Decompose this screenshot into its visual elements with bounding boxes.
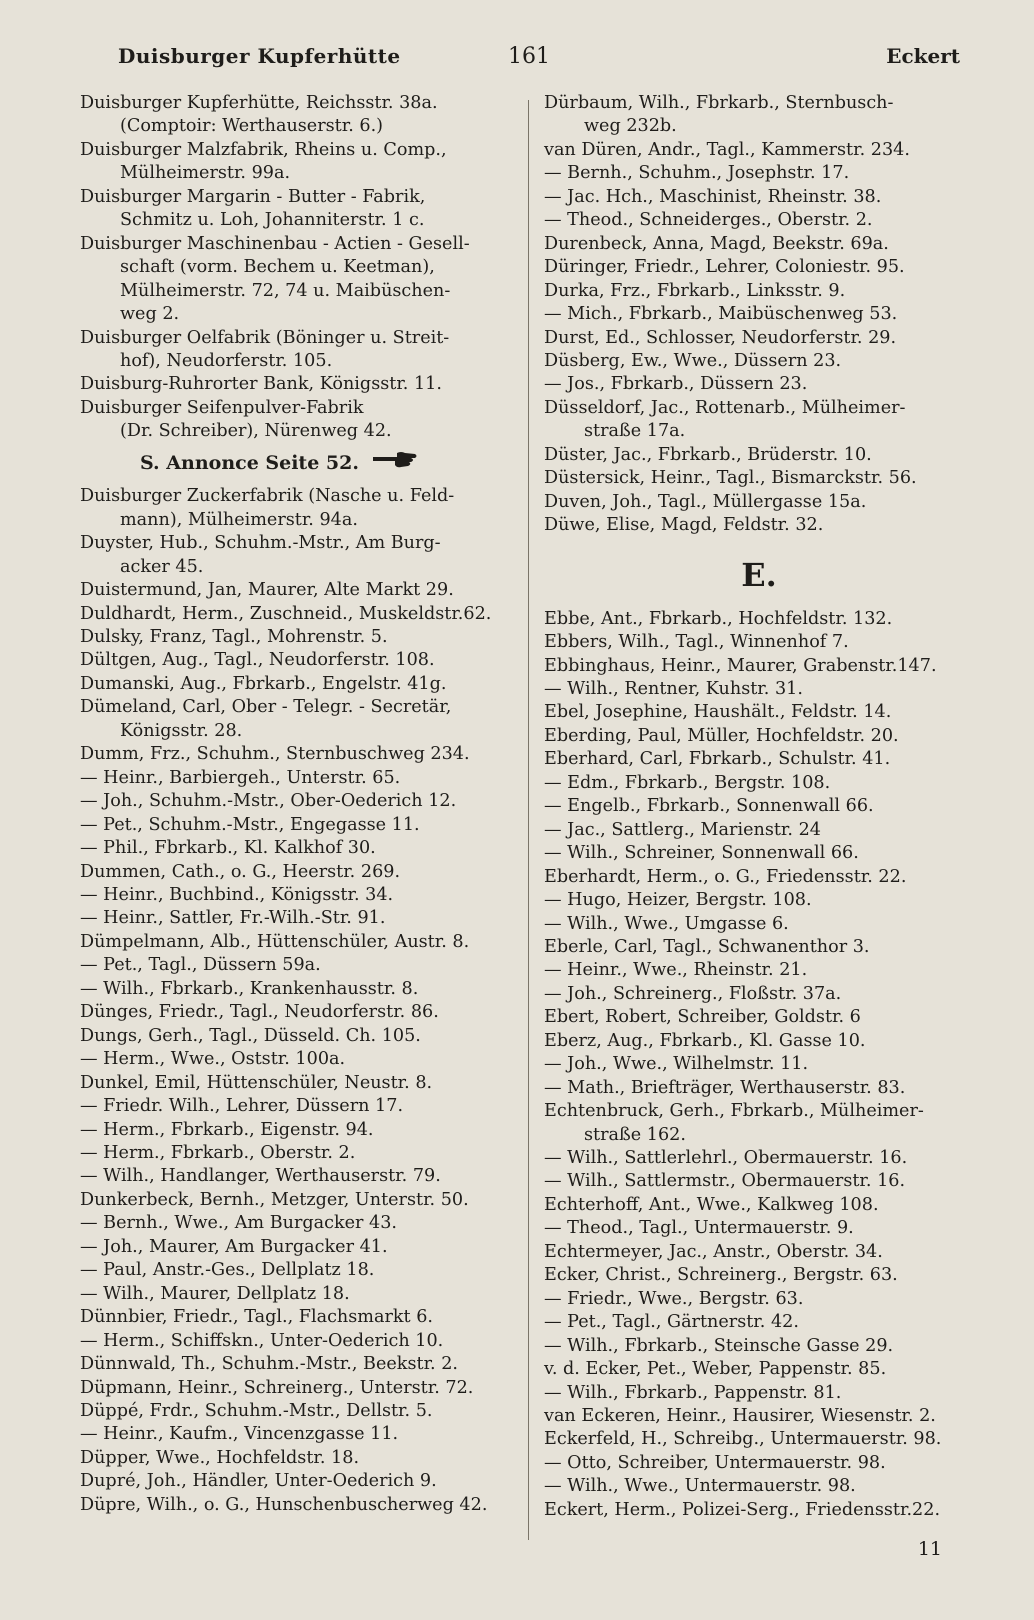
directory-entry	[544, 678, 974, 701]
directory-entry	[544, 1405, 974, 1428]
entry-line: — Heinr., Sattler, Fr.-Wilh.-Str. 91.	[80, 908, 386, 929]
directory-entry	[544, 608, 974, 631]
directory-entry	[544, 92, 974, 139]
directory-entry	[544, 725, 974, 748]
entry-line: (Dr. Schreiber), Nürenweg 42.	[120, 421, 392, 442]
directory-entry	[80, 397, 516, 444]
entry-line: Ebel, Josephine, Haushält., Feldstr. 14.	[544, 702, 892, 723]
entry-line: Eberz, Aug., Fbrkarb., Kl. Gasse 10.	[544, 1030, 866, 1051]
directory-entry	[80, 767, 516, 790]
entry-line: — Pet., Tagl., Düssern 59a.	[80, 955, 321, 976]
entry-line: straße 17a.	[584, 421, 686, 442]
entry-line: van Eckeren, Heinr., Hausirer, Wiesenstr. 2.	[544, 1406, 936, 1427]
directory-entry	[80, 790, 516, 813]
entry-line: Echtenbruck, Gerh., Fbrkarb., Mülheimer-	[544, 1101, 924, 1122]
annonce-reference	[80, 448, 516, 480]
directory-entry	[544, 373, 974, 396]
entry-line: — Herm., Wwe., Oststr. 100a.	[80, 1049, 346, 1070]
directory-entry	[544, 233, 974, 256]
entry-line: Dünnwald, Th., Schuhm.-Mstr., Beekstr. 2.	[80, 1354, 459, 1375]
directory-entry	[544, 1382, 974, 1405]
page-number: 161	[508, 44, 550, 69]
directory-entry	[80, 1447, 516, 1470]
entry-line: Dungs, Gerh., Tagl., Düsseld. Ch. 105.	[80, 1025, 421, 1046]
directory-entry	[80, 1072, 516, 1095]
directory-entry	[544, 1194, 974, 1217]
entry-line: Durka, Frz., Fbrkarb., Linksstr. 9.	[544, 280, 846, 301]
directory-entry	[80, 1400, 516, 1423]
directory-entry	[80, 673, 516, 696]
entry-line: schaft (vorm. Bechem u. Keetman),	[120, 257, 435, 278]
directory-entry	[80, 139, 516, 186]
entry-line: van Düren, Andr., Tagl., Kammerstr. 234.	[544, 139, 910, 160]
entry-line: Eberding, Paul, Müller, Hochfeldstr. 20.	[544, 725, 899, 746]
directory-entry	[80, 327, 516, 374]
entry-line: Düwe, Elise, Magd, Feldstr. 32.	[544, 515, 824, 536]
directory-entry	[80, 1236, 516, 1259]
directory-entry	[544, 631, 974, 654]
entry-line: — Friedr., Wwe., Bergstr. 63.	[544, 1288, 804, 1309]
entry-line: Düpre, Wilh., o. G., Hunschenbuscherweg 42.	[80, 1494, 488, 1515]
directory-entry	[544, 280, 974, 303]
entry-line: Ebbinghaus, Heinr., Maurer, Grabenstr.147.	[544, 655, 937, 676]
directory-entry	[80, 485, 516, 532]
entry-line: — Bernh., Schuhm., Josephstr. 17.	[544, 163, 850, 184]
directory-entry	[544, 1217, 974, 1240]
entry-line: Mülheimerstr. 72, 74 u. Maibüschen-	[120, 280, 451, 301]
header-right-catchword: Eckert	[886, 44, 960, 68]
directory-entry	[544, 139, 974, 162]
directory-entry	[80, 1353, 516, 1376]
entry-line: Eckerfeld, H., Schreibg., Untermauerstr. 98.	[544, 1429, 942, 1450]
entry-line: — Edm., Fbrkarb., Bergstr. 108.	[544, 772, 831, 793]
directory-entry	[544, 1100, 974, 1147]
entry-line: — Herm., Schiffskn., Unter-Oederich 10.	[80, 1330, 444, 1351]
entry-line: — Mich., Fbrkarb., Maibüschenweg 53.	[544, 304, 898, 325]
entry-line: — Herm., Fbrkarb., Oberstr. 2.	[80, 1142, 356, 1163]
entry-line: — Friedr. Wilh., Lehrer, Düssern 17.	[80, 1096, 404, 1117]
entry-line: — Bernh., Wwe., Am Burgacker 43.	[80, 1213, 398, 1234]
entry-line: Durenbeck, Anna, Magd, Beekstr. 69a.	[544, 233, 889, 254]
directory-entry	[80, 884, 516, 907]
directory-entry	[80, 978, 516, 1001]
entry-line: Duisburg-Ruhrorter Bank, Königsstr. 11.	[80, 374, 442, 395]
entry-line: Dürbaum, Wilh., Fbrkarb., Sternbusch-	[544, 93, 894, 113]
annonce-text: S. Annonce Seite 52.	[140, 451, 359, 474]
directory-entry	[80, 837, 516, 860]
directory-entry	[544, 303, 974, 326]
entry-line: Durst, Ed., Schlosser, Neudorferstr. 29.	[544, 327, 897, 348]
entry-line: — Wilh., Sattlerlehrl., Obermauerstr. 16.	[544, 1148, 908, 1169]
directory-entry	[544, 701, 974, 724]
entry-line: acker 45.	[120, 556, 204, 577]
directory-entry	[544, 913, 974, 936]
directory-entry	[80, 1377, 516, 1400]
entry-line: — Wilh., Fbrkarb., Steinsche Gasse 29.	[544, 1335, 894, 1356]
entry-line: Ebert, Robert, Schreiber, Goldstr. 6	[544, 1007, 861, 1028]
entry-line: Echterhoff, Ant., Wwe., Kalkweg 108.	[544, 1194, 879, 1215]
directory-entry	[80, 696, 516, 743]
directory-entry	[544, 1030, 974, 1053]
directory-entry	[80, 1494, 516, 1517]
entry-line: Duisburger Kupferhütte, Reichsstr. 38a.	[80, 93, 438, 113]
entry-line: Duisburger Seifenpulver-Fabrik	[80, 397, 364, 418]
directory-entry	[544, 1335, 974, 1358]
directory-entry	[80, 1165, 516, 1188]
directory-entry	[80, 1470, 516, 1493]
entry-line: — Engelb., Fbrkarb., Sonnenwall 66.	[544, 796, 874, 817]
directory-entry	[80, 814, 516, 837]
directory-entry	[544, 491, 974, 514]
directory-entry	[80, 861, 516, 884]
entry-line: Dültgen, Aug., Tagl., Neudorferstr. 108.	[80, 650, 435, 671]
directory-entry	[544, 1006, 974, 1029]
entry-line: — Pet., Tagl., Gärtnerstr. 42.	[544, 1312, 799, 1333]
entry-line: mann), Mülheimerstr. 94a.	[120, 509, 358, 530]
entry-line: Dümeland, Carl, Ober - Telegr. - Secretär,	[80, 697, 452, 718]
left-column	[80, 92, 516, 1517]
entry-line: Dünges, Friedr., Tagl., Neudorferstr. 86.	[80, 1002, 439, 1023]
directory-entry	[544, 1147, 974, 1170]
directory-entry	[80, 1048, 516, 1071]
directory-entry	[80, 1423, 516, 1446]
directory-entry	[544, 1077, 974, 1100]
entry-line: — Herm., Fbrkarb., Eigenstr. 94.	[80, 1119, 374, 1140]
directory-entry	[544, 655, 974, 678]
entry-line: Duistermund, Jan, Maurer, Alte Markt 29.	[80, 580, 454, 601]
entry-line: Dumanski, Aug., Fbrkarb., Engelstr. 41g.	[80, 673, 447, 694]
directory-entry	[544, 1170, 974, 1193]
entry-line: weg 232b.	[584, 116, 677, 137]
header-left-catchword: Duisburger Kupferhütte	[118, 44, 401, 68]
entry-line: — Joh., Schreinerg., Floßstr. 37a.	[544, 983, 842, 1004]
entry-line: Düppé, Frdr., Schuhm.-Mstr., Dellstr. 5.	[80, 1400, 433, 1421]
directory-entry	[544, 795, 974, 818]
directory-entry	[80, 1095, 516, 1118]
entry-line: — Wilh., Maurer, Dellplatz 18.	[80, 1283, 350, 1304]
entry-line: — Joh., Maurer, Am Burgacker 41.	[80, 1236, 388, 1257]
entry-line: Duisburger Oelfabrik (Böninger u. Streit-	[80, 327, 450, 348]
directory-entry	[544, 209, 974, 232]
entry-line: Ecker, Christ., Schreinerg., Bergstr. 63.	[544, 1265, 898, 1286]
entry-line: hof), Neudorferstr. 105.	[120, 350, 333, 371]
entry-line: — Heinr., Wwe., Rheinstr. 21.	[544, 960, 808, 981]
directory-entry	[80, 233, 516, 327]
entry-line: — Phil., Fbrkarb., Kl. Kalkhof 30.	[80, 838, 376, 859]
directory-entry	[544, 842, 974, 865]
entry-line: Duisburger Malzfabrik, Rheins u. Comp.,	[80, 139, 447, 160]
directory-entry	[80, 649, 516, 672]
directory-entry	[544, 819, 974, 842]
entry-line: Dumm, Frz., Schuhm., Sternbuschweg 234.	[80, 744, 470, 765]
entry-line: — Math., Briefträger, Werthauserstr. 83.	[544, 1077, 906, 1098]
directory-entry	[544, 1241, 974, 1264]
entry-line: — Pet., Schuhm.-Mstr., Engegasse 11.	[80, 814, 420, 835]
entry-line: Düster, Jac., Fbrkarb., Brüderstr. 10.	[544, 444, 872, 465]
directory-entry	[544, 1288, 974, 1311]
entry-line: Echtermeyer, Jac., Anstr., Oberstr. 34.	[544, 1241, 883, 1262]
directory-entry	[80, 579, 516, 602]
directory-entry	[544, 1053, 974, 1076]
entry-line: — Heinr., Barbiergeh., Unterstr. 65.	[80, 767, 401, 788]
directory-entry	[544, 444, 974, 467]
entry-line: Duisburger Margarin - Butter - Fabrik,	[80, 186, 426, 207]
directory-entry	[544, 256, 974, 279]
entry-line: Dümpelmann, Alb., Hüttenschüler, Austr. 8.	[80, 931, 470, 952]
directory-entry	[80, 1189, 516, 1212]
entry-line: Düpmann, Heinr., Schreinerg., Unterstr. 72.	[80, 1377, 474, 1398]
entry-line: straße 162.	[584, 1124, 686, 1145]
directory-entry	[544, 772, 974, 795]
entry-line: v. d. Ecker, Pet., Weber, Pappenstr. 85.	[544, 1359, 887, 1380]
directory-entry	[80, 1142, 516, 1165]
entry-line: — Wilh., Handlanger, Werthauserstr. 79.	[80, 1166, 441, 1187]
entry-line: Düsberg, Ew., Wwe., Düssern 23.	[544, 350, 842, 371]
entry-line: Mülheimerstr. 99a.	[120, 163, 291, 184]
entry-line: — Wilh., Fbrkarb., Krankenhausstr. 8.	[80, 978, 419, 999]
directory-entry	[80, 1306, 516, 1329]
entry-line: Düstersick, Heinr., Tagl., Bismarckstr. 56.	[544, 468, 917, 489]
entry-line: — Wilh., Wwe., Umgasse 6.	[544, 913, 789, 934]
directory-entry	[544, 983, 974, 1006]
entry-line: Eckert, Herm., Polizei-Serg., Friedensstr.22.	[544, 1499, 941, 1520]
directory-entry	[80, 603, 516, 626]
directory-entry	[544, 1264, 974, 1287]
directory-entry	[80, 1025, 516, 1048]
column-divider	[528, 100, 529, 1540]
entry-line: — Jac. Hch., Maschinist, Rheinstr. 38.	[544, 186, 882, 207]
entry-line: — Wilh., Wwe., Untermauerstr. 98.	[544, 1476, 856, 1497]
directory-entry	[544, 1475, 974, 1498]
directory-entry	[80, 532, 516, 579]
entry-line: Schmitz u. Loh, Johanniterstr. 1 c.	[120, 210, 425, 231]
entry-line: — Joh., Schuhm.-Mstr., Ober-Oederich 12.	[80, 791, 457, 812]
directory-entry	[544, 1358, 974, 1381]
directory-entry	[544, 467, 974, 490]
directory-entry	[80, 1119, 516, 1142]
entry-line: Eberle, Carl, Tagl., Schwanenthor 3.	[544, 936, 870, 957]
entry-line: Duldhardt, Herm., Zuschneid., Muskeldstr.62.	[80, 603, 492, 624]
directory-entry	[544, 186, 974, 209]
entry-line: Ebbe, Ant., Fbrkarb., Hochfeldstr. 132.	[544, 608, 893, 629]
directory-entry	[80, 626, 516, 649]
pointing-hand-icon	[371, 448, 419, 479]
right-column	[544, 92, 974, 1522]
directory-entry	[544, 397, 974, 444]
directory-entry	[544, 1311, 974, 1334]
directory-entry	[80, 373, 516, 396]
entry-line: Dunkel, Emil, Hüttenschüler, Neustr. 8.	[80, 1072, 433, 1093]
directory-entry	[544, 889, 974, 912]
entry-line: — Wilh., Schreiner, Sonnenwall 66.	[544, 843, 859, 864]
entry-line: Dulsky, Franz, Tagl., Mohrenstr. 5.	[80, 627, 388, 648]
entry-line: — Jos., Fbrkarb., Düssern 23.	[544, 374, 808, 395]
directory-entry	[544, 1452, 974, 1475]
directory-entry	[80, 1283, 516, 1306]
entry-line: Dunkerbeck, Bernh., Metzger, Unterstr. 50.	[80, 1189, 469, 1210]
directory-entry	[544, 162, 974, 185]
entry-line: — Hugo, Heizer, Bergstr. 108.	[544, 890, 812, 911]
entry-line: weg 2.	[120, 304, 180, 325]
entry-line: Dünnbier, Friedr., Tagl., Flachsmarkt 6.	[80, 1307, 433, 1328]
directory-entry	[544, 350, 974, 373]
directory-entry	[544, 959, 974, 982]
entry-line: Dupré, Joh., Händler, Unter-Oederich 9.	[80, 1471, 437, 1492]
entry-line: Duyster, Hub., Schuhm.-Mstr., Am Burg-	[80, 533, 441, 554]
entry-line: Eberhardt, Herm., o. G., Friedensstr. 22.	[544, 866, 907, 887]
directory-entry	[544, 748, 974, 771]
directory-entry	[80, 907, 516, 930]
entry-line: — Wilh., Fbrkarb., Pappenstr. 81.	[544, 1382, 842, 1403]
entry-line: — Paul, Anstr.-Ges., Dellplatz 18.	[80, 1260, 375, 1281]
entry-line: — Wilh., Sattlermstr., Obermauerstr. 16.	[544, 1171, 906, 1192]
directory-entry	[544, 1499, 974, 1522]
entry-line: — Theod., Schneiderges., Oberstr. 2.	[544, 210, 873, 231]
entry-line: — Heinr., Kaufm., Vincenzgasse 11.	[80, 1424, 399, 1445]
directory-entry	[80, 92, 516, 139]
entry-line: Duven, Joh., Tagl., Müllergasse 15a.	[544, 491, 867, 512]
directory-entry	[80, 1001, 516, 1024]
entry-line: Königsstr. 28.	[120, 720, 243, 741]
entry-line: — Theod., Tagl., Untermauerstr. 9.	[544, 1218, 854, 1239]
directory-entry	[544, 866, 974, 889]
entry-line: Düsseldorf, Jac., Rottenarb., Mülheimer-	[544, 397, 906, 418]
directory-entry	[80, 1212, 516, 1235]
entry-line: Düpper, Wwe., Hochfeldstr. 18.	[80, 1447, 360, 1468]
directory-entry	[80, 186, 516, 233]
entry-line: Dummen, Cath., o. G., Heerstr. 269.	[80, 861, 401, 882]
directory-entry	[80, 954, 516, 977]
directory-entry	[544, 327, 974, 350]
entry-line: Duisburger Maschinenbau - Actien - Gesell-	[80, 233, 470, 254]
directory-entry	[544, 936, 974, 959]
entry-line: — Otto, Schreiber, Untermauerstr. 98.	[544, 1452, 886, 1473]
entry-line: — Heinr., Buchbind., Königsstr. 34.	[80, 885, 394, 905]
directory-entry	[80, 1259, 516, 1282]
entry-line: Eberhard, Carl, Fbrkarb., Schulstr. 41.	[544, 749, 891, 770]
directory-entry	[544, 1428, 974, 1451]
entry-line: — Wilh., Rentner, Kuhstr. 31.	[544, 678, 803, 699]
entry-line: Düringer, Friedr., Lehrer, Coloniestr. 95.	[544, 257, 905, 278]
entry-line: Duisburger Zuckerfabrik (Nasche u. Feld-	[80, 486, 455, 507]
entry-line: — Jac., Sattlerg., Marienstr. 24	[544, 819, 821, 840]
sheet-signature: 11	[917, 1538, 942, 1560]
entry-line: — Joh., Wwe., Wilhelmstr. 11.	[544, 1054, 809, 1075]
entry-line: Ebbers, Wilh., Tagl., Winnenhof 7.	[544, 632, 849, 653]
directory-entry	[80, 931, 516, 954]
directory-entry	[80, 1330, 516, 1353]
directory-entry	[544, 514, 974, 537]
directory-entry	[80, 743, 516, 766]
entry-line: (Comptoir: Werthauserstr. 6.)	[120, 116, 384, 137]
section-letter: E.	[741, 555, 777, 594]
page-header	[118, 44, 960, 76]
